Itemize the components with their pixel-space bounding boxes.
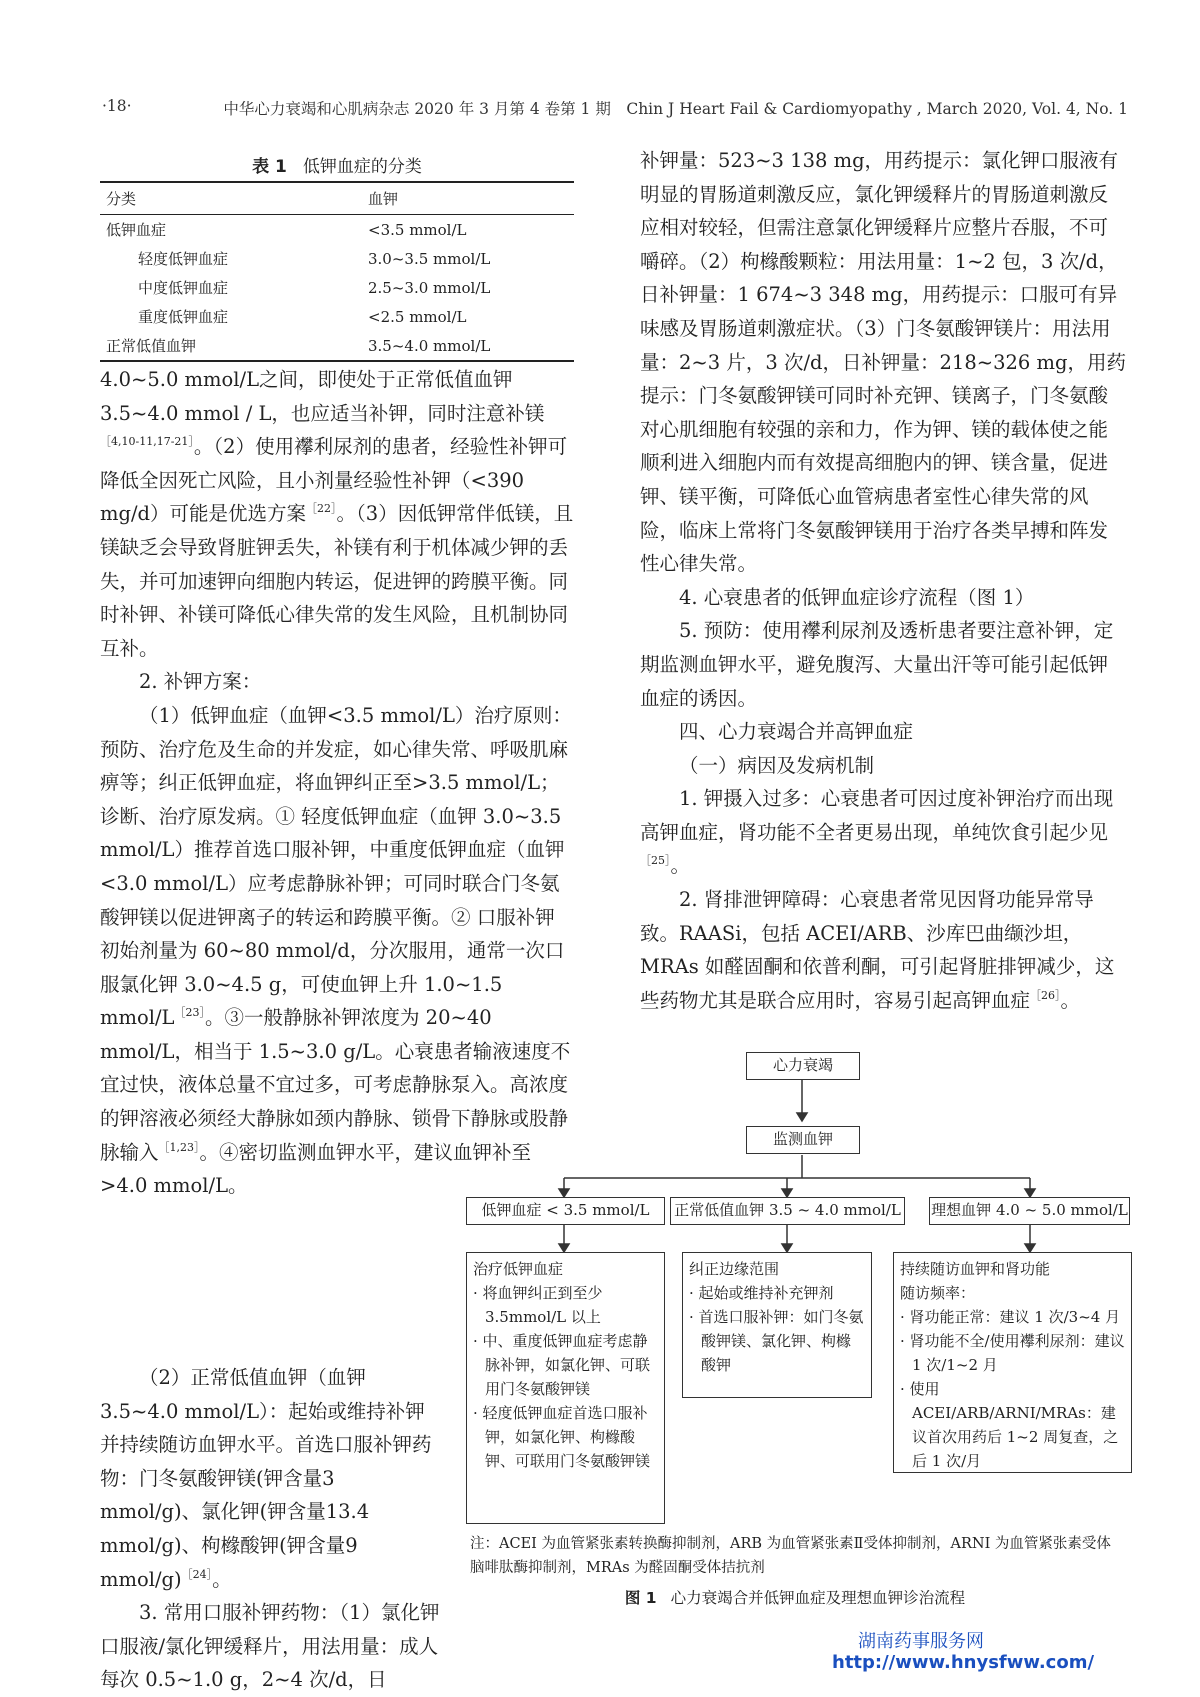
citation: ［1,23］ <box>158 1140 200 1154</box>
paragraph: 3. 常用口服补钾药物：（1）氯化钾口服液/氯化钾缓释片，用法用量：成人每次 0.5~1.0 g，2~4 次/d，日 <box>100 1601 440 1692</box>
flow-box-title: 治疗低钾血症 <box>473 1260 564 1278</box>
flow-node-label: 心力衰竭 <box>772 1056 833 1074</box>
flow-box-title: 持续随访血钾和肾功能 <box>900 1260 1051 1278</box>
flow-node-label: 理想血钾 4.0 ~ 5.0 mmol/L <box>931 1201 1128 1219</box>
text-run: 。（2）使用襻利尿剂的患者，经验性补钾可降低全因死亡风险，且小剂量经验性补钾（<390 mg/d）可能是优选方案 <box>100 435 568 526</box>
figure-caption <box>470 1586 1120 1608</box>
flow-node-label: 监测血钾 <box>772 1130 833 1148</box>
table-label: 表 1 <box>252 157 287 177</box>
flow-box-item: · 肾功能正常：建议 1 次/3~4 月 <box>900 1308 1121 1326</box>
text-run: 。③一般静脉补钾浓度为 20~40 mmol/L，相当于 1.5~3.0 g/L。心衰患者输液速度不宜过快，液体总量不宜过多，可考虑静脉泵入。高浓度的钾溶液必须经大静脉如颈内静脉、锁骨下静脉或股静脉输入 <box>100 1006 571 1164</box>
flow-box-item: · 轻度低钾血症首选口服补钾，如氯化钾、枸橼酸钾、可联用门冬氨酸钾镁 <box>473 1404 651 1470</box>
arrow-head <box>782 1244 792 1252</box>
text-run: 。（3）因低钾常伴低镁，且镁缺乏会导致肾脏钾丢失，补镁有利于机体减少钾的丢失，并可加速钾向细胞内转运，促进钾的跨膜平衡。同时补钾、补镁可降低心律失常的发生风险，且机制协同互补。 <box>100 502 574 660</box>
section-heading: 2. 补钾方案： <box>139 670 262 694</box>
flow-node-low-normal <box>670 1197 905 1225</box>
citation: ［25］ <box>640 854 671 868</box>
table-cell-value: 2.5~3.0 mmol/L <box>368 278 491 297</box>
figure-note: 注：ACEI 为血管紧张素转换酶抑制剂，ARB 为血管紧张素Ⅱ受体抑制剂，ARNI 为血管紧张素受体脑啡肽酶抑制剂，MRAs 为醛固酮受体拮抗剂 <box>470 1536 1111 1576</box>
journal-citation: 中华心力衰竭和心肌病杂志 2020 年 3 月第 4 卷第 1 期 Chin J Heart Fail & Cardiomyopathy , March 2020, Vol. 4, No. 1 <box>223 100 1128 118</box>
flow-node-heart-failure <box>746 1052 860 1080</box>
flow-box-item: · 起始或维持补充钾剂 <box>689 1284 834 1302</box>
table-header-potassium: 血钾 <box>362 182 574 215</box>
flow-node-ideal <box>929 1197 1130 1225</box>
flow-box-title: 纠正边缘范围 <box>689 1260 780 1278</box>
flow-box-item: · 首选口服补钾：如门冬氨酸钾镁、氯化钾、枸橼酸钾 <box>689 1308 864 1374</box>
citation: ［4,10-11,17-21］ <box>100 435 194 449</box>
text-run: 2. 肾排泄钾障碍：心衰患者常见因肾功能异常导致。RAASi，包括 ACEI/ARB、沙库巴曲缬沙坦，MRAs 如醛固酮和依普利酮，可引起肾脏排钾减少，这些药物尤其是联合应用时，容易引起高钾血症 <box>640 888 1115 1012</box>
table-cell-value: 3.5~4.0 mmol/L <box>362 331 574 361</box>
flow-box-item: · 中、重度低钾血症考虑静脉补钾，如氯化钾、可联用门冬氨酸钾镁 <box>473 1332 651 1398</box>
text-run: 4.0~5.0 mmol/L之间，即使处于正常低值血钾 3.5~4.0 mmol / L，也应适当补钾，同时注意补镁 <box>100 368 545 425</box>
arrow-head <box>1025 1189 1035 1197</box>
flow-box-item: · 将血钾纠正到至少 3.5mmol/L 以上 <box>473 1284 603 1326</box>
flow-box-follow-up <box>893 1252 1132 1473</box>
flow-box-item: · 肾功能不全/使用襻利尿剂：建议 1 次/1~2 月 <box>900 1332 1125 1374</box>
paragraph: 补钾量：523~3 138 mg，用药提示：氯化钾口服液有明显的胃肠道刺激反应，氯化钾缓释片的胃肠道刺激反应相对较轻，但需注意氯化钾缓释片应整片吞服，不可嚼碎。（2）枸橼酸颗粒：用法用量：1~2 包，3 次/d，日补钾量：1 674~3 348 mg，用药提示：口服可有异味感及胃肠道刺激症状。（3）门冬氨酸钾镁片：用法用量：2~3 片，3 次/d，日补钾量：218~326 mg，用药提示：门冬氨酸钾镁可同时补充钾、镁离子，门冬氨酸对心肌细胞有较强的亲和力，作为钾、镁的载体使之能顺利进入细胞内而有效提高细胞内的钾、镁含量，促进钾、镁平衡，可降低心血管病患者室性心律失常的风险，临床上常将门冬氨酸钾镁用于治疗各类早搏和阵发性心律失常。 <box>640 149 1126 576</box>
figure-title: 心力衰竭合并低钾血症及理想血钾诊治流程 <box>670 1589 966 1607</box>
citation: ［26］ <box>1030 988 1061 1002</box>
flow-box-correct-borderline <box>682 1252 872 1398</box>
flow-node-monitor-potassium <box>746 1126 860 1154</box>
table-cell-name: 正常低值血钾 <box>100 331 362 361</box>
paragraph: 4. 心衰患者的低钾血症诊疗流程（图 1） <box>679 585 1035 609</box>
flow-box-item: · 使用ACEI/ARB/ARNI/MRAs：建议首次用药后 1~2 周复查，之后 1 次/月 <box>900 1380 1119 1470</box>
text-run: 1. 钾摄入过多：心衰患者可因过度补钾治疗而出现高钾血症，肾功能不全者更易出现，单纯饮食引起少见 <box>640 787 1114 844</box>
flow-node-label: 正常低值血钾 3.5 ~ 4.0 mmol/L <box>674 1201 901 1219</box>
citation: ［23］ <box>174 1006 205 1020</box>
text-run: 。 <box>670 854 691 878</box>
table-cell-value: 3.0~3.5 mmol/L <box>368 249 491 268</box>
watermark-site-name: 湖南药事服务网 <box>858 1631 984 1652</box>
flow-box-subtitle: 随访频率： <box>900 1284 976 1302</box>
arrow-head <box>559 1189 569 1197</box>
arrow-head <box>1025 1244 1035 1252</box>
table-cell-value: <2.5 mmol/L <box>368 307 467 326</box>
flow-node-hypokalemia <box>466 1197 665 1225</box>
subsection-heading: （一）病因及发病机制 <box>679 753 875 777</box>
citation: ［22］ <box>306 502 337 516</box>
arrow-head <box>559 1244 569 1252</box>
text-run: 。 <box>212 1567 232 1591</box>
paragraph: 5. 预防：使用襻利尿剂及透析患者要注意补钾，定期监测血钾水平，避免腹泻、大量出汗等可能引起低钾血症的诱因。 <box>640 619 1114 710</box>
text-run: 。 <box>1060 988 1081 1012</box>
flow-box-treat-hypokalemia <box>466 1252 665 1524</box>
table-cell-value: <3.5 mmol/L <box>368 220 467 239</box>
flow-node-label: 低钾血症 < 3.5 mmol/L <box>481 1201 650 1219</box>
table-cell-name: 低钾血症 <box>106 221 167 239</box>
table-cell-name: 中度低钾血症 <box>138 279 229 297</box>
table-title: 低钾血症的分类 <box>302 157 422 177</box>
figure-label: 图 1 <box>624 1589 657 1607</box>
page-number: ·18· <box>102 97 132 115</box>
table-header-category: 分类 <box>100 182 362 215</box>
section-heading: 四、心力衰竭合并高钾血症 <box>679 720 914 744</box>
arrow-head <box>797 1113 807 1121</box>
watermark-url[interactable]: http://www.hnysfww.com/ <box>832 1652 1095 1673</box>
text-run: 。④密切监测血钾水平，建议血钾补至>4.0 mmol/L。 <box>100 1140 532 1198</box>
text-run: （1）低钾血症（血钾<3.5 mmol/L）治疗原则：预防、治疗危及生命的并发症，如心律失常、呼吸肌麻痹等；纠正低钾血症，将血钾纠正至>3.5 mmol/L；诊断、治疗原发病。① 轻度低钾血症（血钾 3.0~3.5 mmol/L）推荐首选口服补钾，中重度低钾血症（血钾<3.0 mmol/L）应考虑静脉补钾；可同时联合门冬氨酸钾镁以促进钾离子的转运和跨膜平衡。② 口服补钾初始剂量为 60~80 mmol/d，分次服用，通常一次口服氯化钾 3.0~4.5 g，可使血钾上升 1.0~1.5 mmol/L <box>100 703 572 1030</box>
text-run: （2）正常低值血钾（血钾 3.5~4.0 mmol/L）：起始或维持补钾并持续随访血钾水平。首选口服补钾药物：门冬氨酸钾镁(钾含量3 mmol/g)、氯化钾(钾含量13.4 mmol/g)、枸橼酸钾(钾含量9 mmol/g) <box>100 1366 432 1591</box>
table-cell-name: 重度低钾血症 <box>138 308 229 326</box>
table-cell-name: 轻度低钾血症 <box>138 250 229 268</box>
arrow-head <box>782 1189 792 1197</box>
citation: ［24］ <box>181 1567 213 1581</box>
